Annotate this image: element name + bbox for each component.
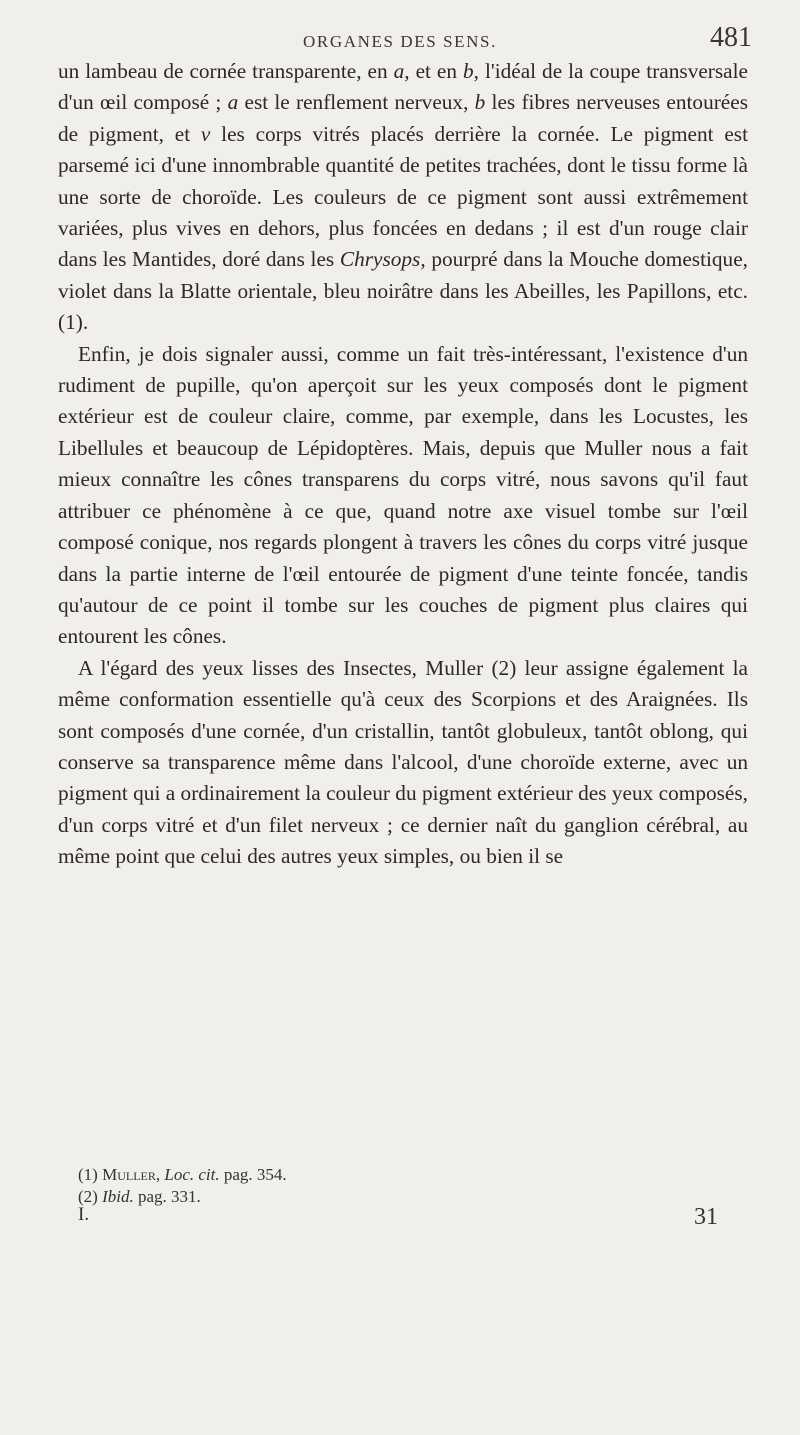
volume-signature: I. xyxy=(78,1204,90,1225)
sheet-signature: 31 xyxy=(694,1204,718,1230)
figure-label-b: b xyxy=(462,59,474,83)
text-segment: les fibres nerveuses entourées de pigment, et xyxy=(58,90,749,146)
footnote-marker: (2) xyxy=(78,1187,98,1206)
footnotes xyxy=(78,1164,718,1208)
page-number: 481 xyxy=(710,22,752,53)
text-segment: est le renflement nerveux, xyxy=(238,90,475,115)
text-segment: les corps vitrés placés derrière la cornée. Le pigment est parsemé ici d'une innombrable quantité de petites trachées, dont le tissu forme là une sorte de choroïde. Les couleurs de ce pigment sont aussi extrêmement variées, plus vives en dehors, plus foncées en dedans ; il est d'un rouge clair dans les Mantides, doré dans les xyxy=(58,121,748,272)
text-segment: , pourpré dans la Mouche domestique, violet dans la Blatte orientale, bleu noirâtre dans les Abeilles, les Papillons, etc. (1). xyxy=(58,247,748,335)
signature-row xyxy=(78,1204,718,1234)
footnote-author: Muller xyxy=(102,1165,156,1184)
text-segment: , l'idéal de la coupe transversale d'un œil composé ; xyxy=(58,59,748,115)
text-segment: un lambeau de cornée transparente, en xyxy=(58,59,394,83)
footnote-marker: (1) xyxy=(78,1165,98,1184)
running-title: ORGANES DES SENS. xyxy=(303,32,497,51)
figure-label-a: a xyxy=(227,90,239,115)
figure-label-b: b xyxy=(474,90,486,115)
footnote-rest: pag. 354. xyxy=(223,1165,287,1184)
body-text xyxy=(58,56,748,873)
footnote-cite: Ibid. xyxy=(102,1187,134,1206)
text-segment: , et en xyxy=(404,59,463,83)
figure-label-v: v xyxy=(200,121,211,146)
footnote-rest: pag. 331. xyxy=(137,1187,201,1206)
genus-name: Chrysops xyxy=(339,247,421,272)
text-segment: Enfin, je dois signaler aussi, comme un fait très-intéressant, l'existence d'un rudiment de pupille, qu'on aperçoit sur les yeux composés dont le pigment extérieur est de couleur claire, comme, par exemple, dans les Locustes, les Libellules et beaucoup de Lépidoptères. Mais, depuis que Muller nous a fait mieux connaître les cônes transparens du corps vitré, nous savons qu'il faut attribuer ce phénomène à ce que, quand notre axe visuel tombe sur l'œil composé conique, nos regards plongent à travers les cônes du corps vitré jusque dans la partie interne de l'œil entourée de pigment d'une teinte foncée, tandis qu'autour de ce point il tombe sur les couches de pigment plus claires qui entourent les cônes. xyxy=(58,341,748,649)
text-segment: A l'égard des yeux lisses des Insectes, Muller (2) leur assigne également la même conformation essentielle qu'à ceux des Scorpions et des Araignées. Ils sont composés d'une cornée, d'un cristallin, tantôt globuleux, tantôt oblong, qui conserve sa transparence même dans l'alcool, d'une choroïde externe, avec un pigment qui a ordinairement la couleur du pigment extérieur des yeux composés, d'un corps vitré et d'un filet nerveux ; ce dernier naît du ganglion cérébral, au même point que celui des autres yeux simples, ou bien il se xyxy=(58,655,748,869)
paragraph-2 xyxy=(58,339,748,653)
footnote-cite: Loc. cit. xyxy=(164,1165,220,1184)
footnote-1: (1) Muller, Loc. cit. pag. 354. xyxy=(78,1165,287,1184)
figure-label-a: a xyxy=(393,59,405,83)
running-head xyxy=(0,18,800,58)
paragraph-1 xyxy=(58,56,748,339)
paragraph-3 xyxy=(58,653,748,873)
